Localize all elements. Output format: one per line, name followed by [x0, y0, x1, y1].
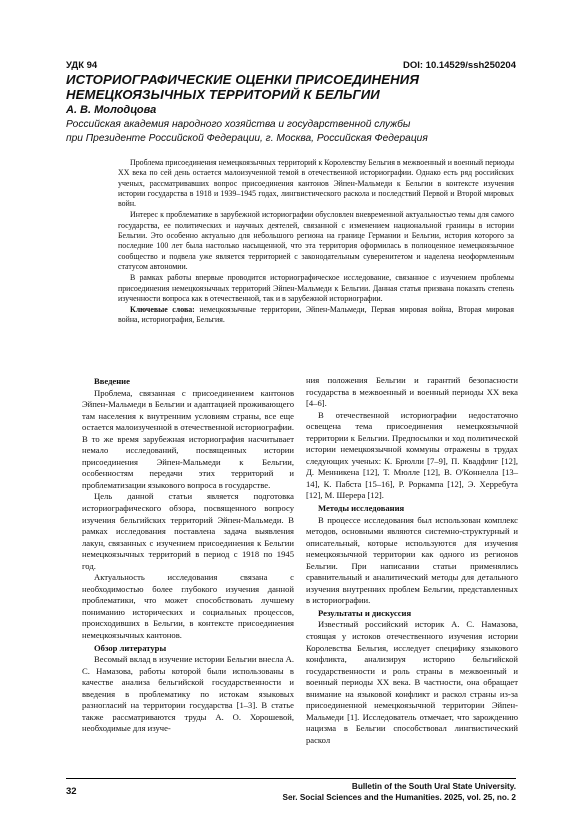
right-column [306, 375, 518, 747]
keywords-text: немецкоязычные территории, Эйпен-Мальмеди, Первая мировая война, Вторая мировая война, историография, Бельгия. [118, 305, 514, 325]
abstract [118, 158, 514, 327]
doi-link[interactable]: DOI: 10.14529/ssh250204 [402, 60, 516, 71]
affiliation-line-2: при Президенте Российской Федерации, г. Москва, Российская Федерация [66, 132, 428, 144]
intro-paragraph-3: Актуальность исследования связана с необходимостью более глубокого изучения данной проблематики, что может способствовать лучшему пониманию исторических и социальных процессов, происходивших в Бельгии, в контексте присоединения немецкоязычных кантонов. [82, 572, 294, 641]
keywords [118, 305, 514, 326]
abstract-paragraph-2: Интерес к проблематике в зарубежной историографии обусловлен вневременной актуальностью темы для самого государства, ее политических и научных деятелей, связанной с изменением национальной границы в истории Бельгии. Это особенно актуально для небольшого региона на границе Германии и Бельгии, история которого за последние 100 лет была настолько насыщенной, что эта территория оформилась в полноценное немецкоязычное сообщество и подвела уже является территорией с законодательным суверенитетом и наделена неоформленным статусом автономии. [118, 210, 514, 271]
udc-code: УДК 94 [66, 60, 98, 71]
keywords-label: Ключевые слова: [130, 305, 195, 315]
journal-citation [283, 782, 516, 803]
results-paragraph: Известный российский историк А. С. Намазова, стоящая у истоков отечественного изучения истории Королевства Бельгия, исследует специфику языкового конфликта, анализируя историю бельгийской государственности и роль страны в межвоенный и военный периоды XX века. В частности, она обращает внимание на языковой конфликт и раскол страны из-за присоединенной немецкоязычной территории Эйпен-Мальмеди [1]. Исследователь отмечает, что зарождению нацизма в Бельгии способствовал лингвистический раскол [306, 619, 518, 745]
intro-paragraph-2: Цель данной статьи является подготовка историографического обзора, посвященного вопросу изучения бельгийских территорий Эйпен-Мальмеди. В рамках исследования поставлена задача выявления лакун, связанных с изучением присоединения к Бельгии немецкоязычных территорий в период с 1918 по 1945 год. [82, 491, 294, 571]
heading-introduction: Введение [94, 376, 130, 386]
abstract-paragraph-3: В рамках работы впервые проводится историографическое исследование, связанное с изучением проблемы присоединения немецкоязычных территорий Эйпен-Мальмеди к Бельгии. Данная статья призвана показать степень изученности вопроса как в отечественной, так и в зарубежной историографии. [118, 273, 514, 303]
page-number: 32 [66, 786, 77, 797]
heading-literature-review: Обзор литературы [94, 642, 167, 653]
journal-line-1: Bulletin of the South Ural State University. [351, 782, 516, 791]
journal-line-2: Ser. Social Sciences and the Humanities. 2025, vol. 25, no. 2 [282, 792, 516, 802]
author-name: А. В. Молодцова [66, 104, 157, 116]
intro-paragraph-1: Проблема, связанная с присоединением кантонов Эйпен-Мальмеди в Бельгии и адаптацией проживающего там населения к внутренним условиям страны, все еще остается малоизученной в отечественной историографии. В то же время зарубежная историография насчитывает немало исследований, посвященных истории присоединения Эйпен-Мальмеди к Бельгии, особенностям передачи этих территорий и проблематизации языкового вопроса в государстве. [82, 387, 294, 490]
article-title [66, 72, 526, 102]
affiliation-line-1: Российская академия народного хозяйства и государственной службы [66, 119, 411, 130]
footer-rule [66, 778, 516, 779]
heading-results: Результаты и дискуссия [318, 607, 412, 618]
heading-methods: Методы исследования [318, 503, 405, 514]
review-paragraph-1: Весомый вклад в изучение истории Бельгии внесла А. С. Намазова, работы которой были использованы в качестве анализа бельгийской государственности и введения в проблематику по истокам языковых разногласий на территории государства [1–3]. В статье также рассматриваются труды А. О. Хорошевой, необходимые для изуче- [82, 654, 294, 734]
title-line-1: ИСТОРИОГРАФИЧЕСКИЕ ОЦЕНКИ ПРИСОЕДИНЕНИЯ [66, 72, 420, 87]
abstract-paragraph-1: Проблема присоединения немецкоязычных территорий к Королевству Бельгия в межвоенный и военный периоды XX века по сей день остается малоизученной темой в отечественной историографии. Однако есть ряд российских ученых, рассматривавших вопрос присоединения кантонов Эйпен-Мальмеди к Бельгии в контексте изучения истории государства в 1918 и 1939–1945 годах, лингвистического раскола и последствий Первой и Второй мировых войн. [118, 158, 515, 209]
review-paragraph-2: В отечественной историографии недостаточно освещена тема присоединения немецкоязычной территории к Бельгии. Предпосылки и ход политической истории немецкоязычной коммуны отражены в трудах следующих ученых: К. Брюлли [7–9], П. Квадфлиг [12], Д. Менникена [12], Т. Мюлле [12], В. О'Коннелла [13–14], К. Пабста [15–16], Р. Роркампа [12], Э. Херребута [12], М. Шерера [12]. [306, 409, 518, 501]
header-row [66, 60, 516, 72]
methods-paragraph: В процессе исследования был использован комплекс методов, основными являются системно-структурный и описательный, которые используются для изучения немецкоязычной территории как одного из регионов Бельгии. При написании статьи применялись сравнительный и аналитический методы для детального изучения внутренних проблем Бельгии, представленных в историографии. [306, 514, 518, 606]
affiliation [66, 118, 526, 145]
title-line-2: НЕМЕЦКОЯЗЫЧНЫХ ТЕРРИТОРИЙ К БЕЛЬГИИ [66, 87, 380, 102]
left-column [82, 375, 294, 735]
review-continuation: ния положения Бельгии и гарантий безопасности государства в межвоенный и военный периоды XX века [4–6]. [306, 375, 518, 409]
